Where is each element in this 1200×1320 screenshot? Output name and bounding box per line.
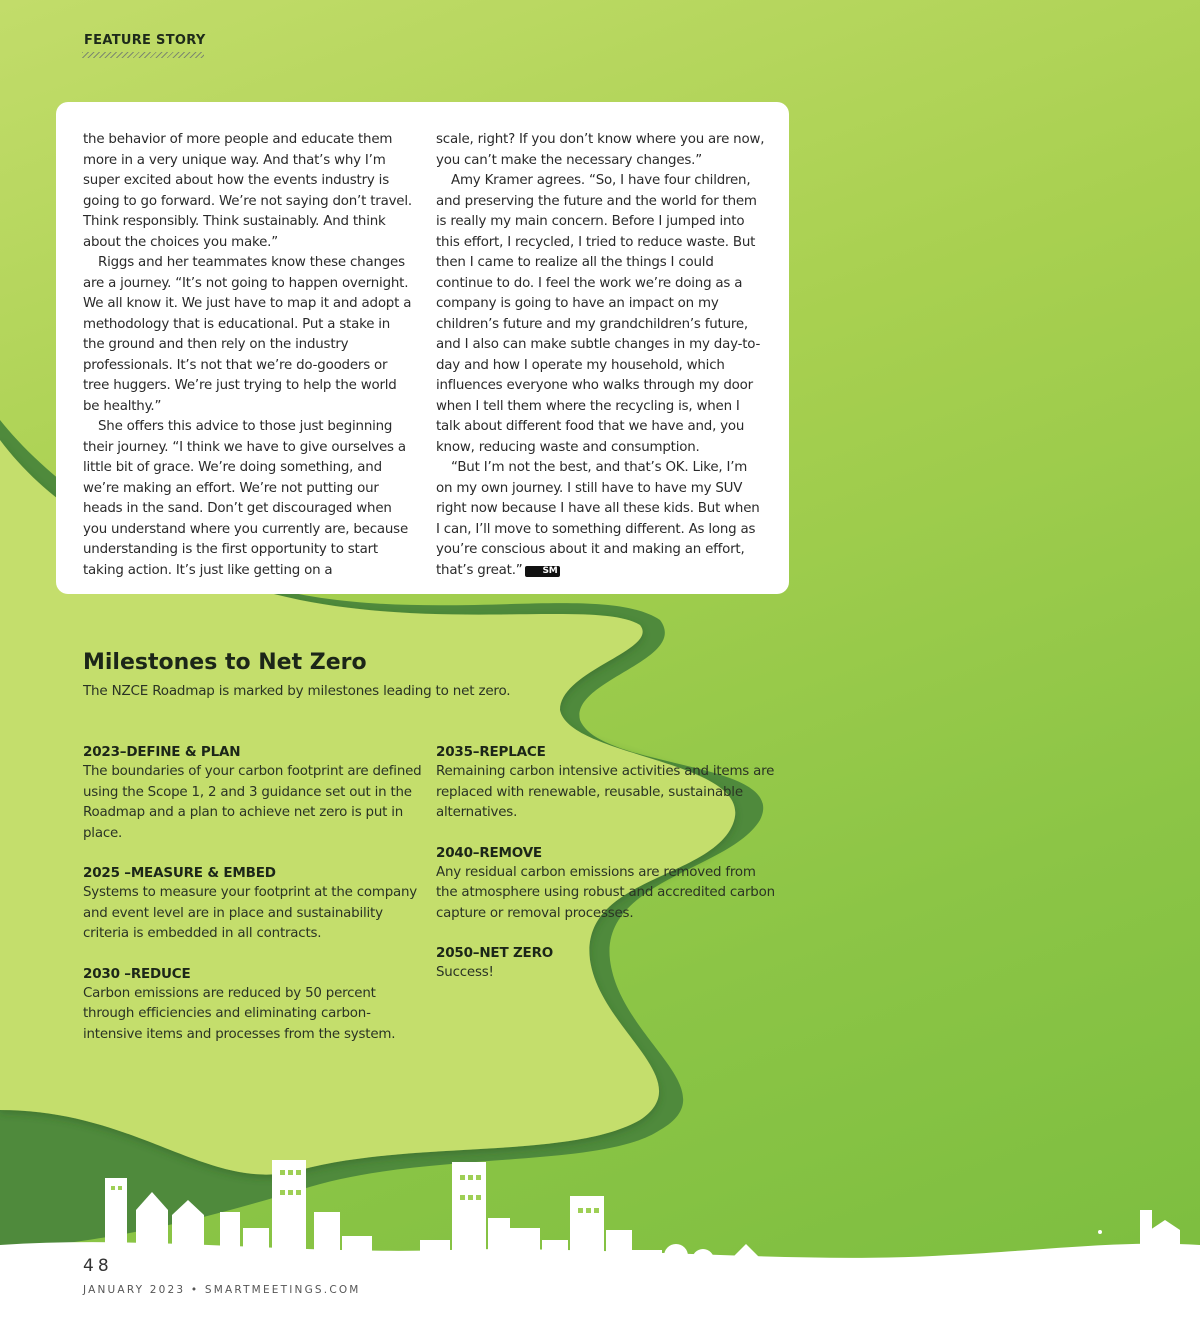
milestone-item [83, 742, 423, 844]
milestone-heading: 2035–REPLACE [436, 744, 546, 760]
milestones-column-left [83, 742, 423, 1064]
issue-date: JANUARY 2023 [83, 1284, 186, 1296]
end-mark: SM [525, 566, 559, 577]
milestones-subtitle: The NZCE Roadmap is marked by milestones leading to net zero. [83, 683, 511, 699]
milestone-text: Success! [436, 965, 494, 980]
footer-separator: • [190, 1284, 200, 1296]
milestone-text: Systems to measure your footprint at the company and event level are in place and sustainability criteria is embedded in all contracts. [83, 885, 418, 941]
milestone-heading: 2040–REMOVE [436, 844, 542, 861]
milestone-heading: 2023–DEFINE & PLAN [83, 744, 241, 760]
milestone-item [83, 964, 423, 1046]
article-paragraph: She offers this advice to those just beginning their journey. “I think we have to give ourselves a little bit of grace. We’re doing something, and we’re making an effort. We’re not putting our heads in the sand. Don’t get discouraged when you understand where you currently are, because understanding is the first opportunity to start taking action. It’s just like getting on a [83, 419, 408, 578]
section-kicker: FEATURE STORY [84, 33, 206, 48]
milestone-item [436, 742, 776, 824]
article-paragraph-text: “But I’m not the best, and that’s OK. Like, I’m on my own journey. I still have to have my SUV right now because I have all these kids. But when I can, I’ll move to something different. As long as you’re conscious about it and making an effort, that’s great.” [436, 460, 760, 578]
milestone-heading: 2050–NET ZERO [436, 945, 554, 961]
article-paragraph: scale, right? If you don’t know where you are now, you can’t make the necessary changes.” [436, 132, 765, 168]
page-number: 48 [83, 1256, 113, 1276]
milestone-text: The boundaries of your carbon footprint are defined using the Scope 1, 2 and 3 guidance set out in the Roadmap and a plan to achieve net zero is put in place. [83, 764, 422, 841]
milestone-item [436, 843, 776, 925]
article-column-left [83, 130, 413, 581]
article-card [56, 102, 789, 594]
article-paragraph: Amy Kramer agrees. “So, I have four children, and preserving the future and the world for them is really my main concern. Before I jumped into this effort, I recycled, I tried to reduce waste. But then I came to realize all the things I could continue to do. I feel the work we’re doing as a company is going to have an impact on my children’s future and my grandchildren’s future, and I also can make subtle changes in my day-to-day and how I operate my household, which influences everyone who walks through my door when I tell them where the recycling is, when I talk about different food that we have and, you know, reducing waste and consumption. [436, 173, 761, 455]
article-paragraph: Riggs and her teammates know these changes are a journey. “It’s not going to happen overnight. We all know it. We just have to map it and adopt a methodology that is educational. Put a stake in the ground and then rely on the industry professionals. It’s not that we’re do-gooders or tree huggers. We’re just trying to help the world be healthy.” [83, 255, 412, 414]
milestone-heading: 2025 –MEASURE & EMBED [83, 865, 276, 881]
milestone-text: Remaining carbon intensive activities and items are replaced with renewable, reusable, sustainable alternatives. [436, 764, 775, 820]
article-paragraph: the behavior of more people and educate them more in a very unique way. And that’s why I’m super excited about how the events industry is going to go forward. We’re not saying don’t travel. Think responsibly. Think sustainably. And think about the choices you make.” [83, 132, 412, 250]
milestones-title: Milestones to Net Zero [83, 650, 367, 675]
article-column-right [436, 130, 766, 581]
milestone-heading: 2030 –REDUCE [83, 965, 191, 982]
milestones-column-right [436, 742, 776, 1003]
site-name: SMARTMEETINGS.COM [204, 1284, 361, 1296]
milestone-text: Carbon emissions are reduced by 50 percent through efficiencies and eliminating carbon-intensive items and processes from the system. [83, 985, 396, 1042]
kicker-underline [82, 52, 204, 58]
article-paragraph-final [436, 458, 766, 581]
milestone-item [83, 863, 423, 945]
page-footer [83, 1284, 361, 1296]
milestone-text: Any residual carbon emissions are removed from the atmosphere using robust and accredited carbon capture or removal processes. [436, 864, 775, 921]
milestone-item [436, 943, 776, 984]
